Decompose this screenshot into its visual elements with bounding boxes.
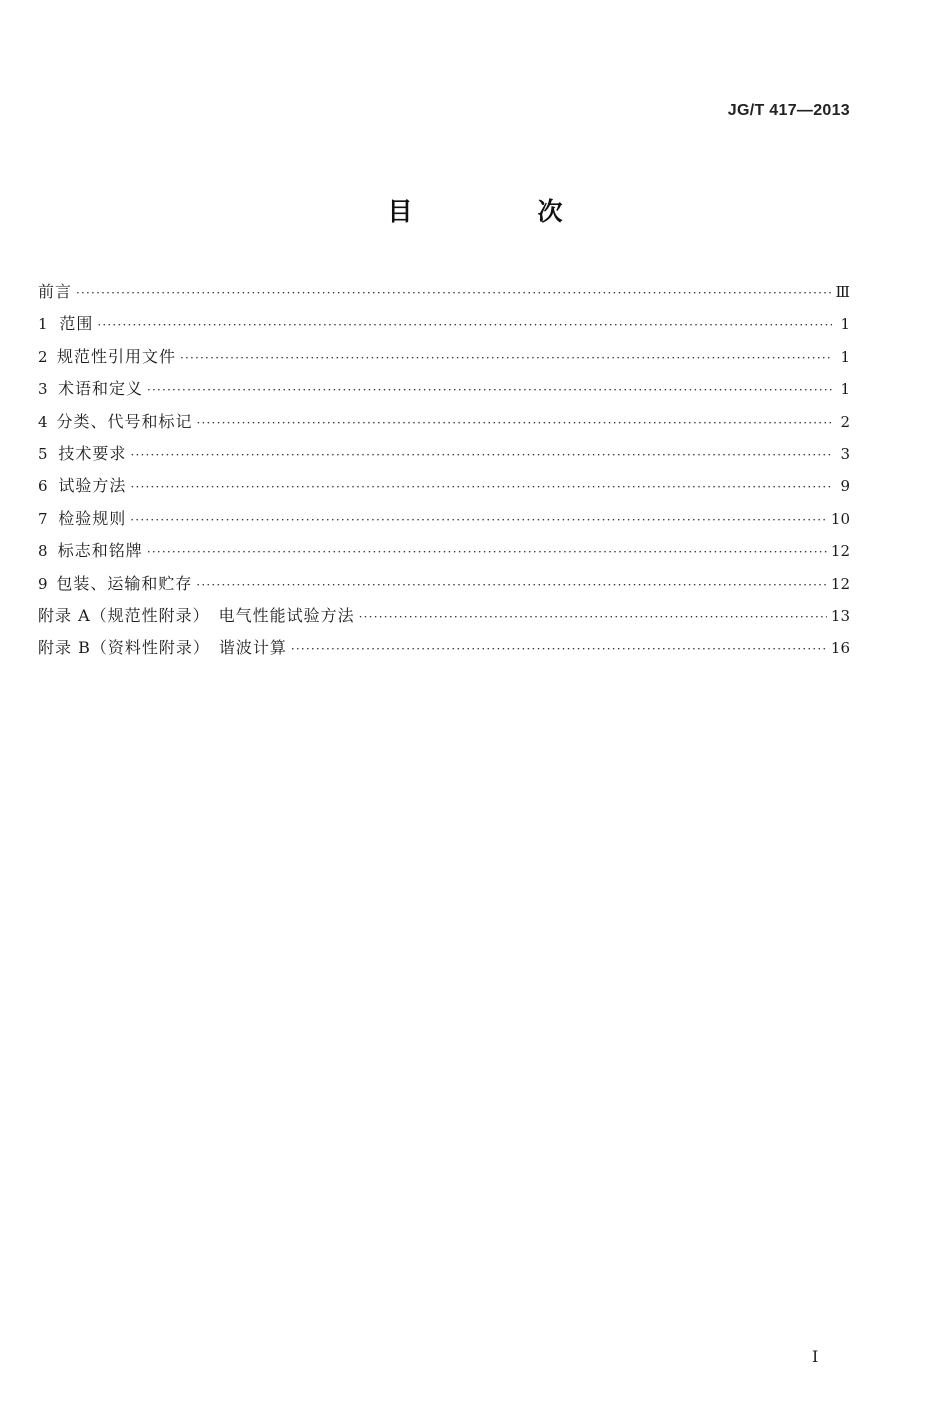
toc-leader-dots [97,309,832,341]
toc-entry-number: 5 [38,444,48,463]
toc-entry-technical-requirements[interactable] [38,438,850,470]
page-number: I [812,1347,819,1366]
table-of-contents [38,276,850,665]
toc-entry-page: 16 [830,639,850,658]
toc-entry-test-methods[interactable] [38,470,850,502]
toc-leader-dots [291,633,827,665]
toc-entry-page: 12 [830,542,850,561]
toc-entry-scope[interactable] [38,308,850,340]
toc-entry-page: 13 [830,606,850,625]
toc-entry-label: 标志和铭牌 [57,541,143,561]
toc-entry-normative-references[interactable] [38,341,850,373]
toc-entry-page: 1 [840,347,850,366]
standard-number: JG/T 417—2013 [727,102,850,119]
toc-leader-dots [76,277,832,309]
toc-leader-dots [130,504,827,536]
toc-entry-packaging-transport-storage[interactable] [38,568,850,600]
toc-leader-dots [197,407,832,439]
toc-entry-page: 12 [830,574,850,593]
toc-leader-dots [359,601,827,633]
toc-entry-number: 9 [38,574,48,593]
toc-entry-marking-nameplate[interactable] [38,535,850,567]
toc-entry-page: 3 [840,444,850,463]
toc-entry-number: 6 [38,477,48,496]
toc-entry-page: 10 [830,509,850,528]
toc-entry-page: 9 [840,477,850,496]
toc-entry-page: 1 [840,380,850,399]
toc-entry-label: 附录 A（规范性附录） 电气性能试验方法 [38,605,355,625]
toc-entry-inspection-rules[interactable] [38,503,850,535]
toc-entry-page: 1 [840,315,850,334]
toc-entry-classification[interactable] [38,406,850,438]
toc-entry-label: 规范性引用文件 [56,346,176,366]
toc-leader-dots [130,439,832,471]
toc-entry-label: 前言 [38,282,73,301]
toc-entry-number: 8 [38,542,48,561]
toc-entry-number: 7 [38,509,48,528]
toc-entry-label: 分类、代号和标记 [56,411,193,431]
toc-entry-foreword[interactable] [38,276,850,308]
toc-entry-label: 检验规则 [58,508,127,528]
toc-entry-number: 2 [38,347,48,366]
toc-entry-page: 2 [840,412,850,431]
toc-entry-label: 试验方法 [58,476,127,496]
toc-entry-annex-a[interactable] [38,600,850,632]
toc-leader-dots [196,569,827,601]
toc-leader-dots [147,536,827,568]
toc-entry-label: 技术要求 [58,443,127,463]
toc-entry-label: 范围 [59,314,94,334]
toc-title: 目 次 [387,197,613,226]
toc-entry-number: 3 [38,380,48,399]
toc-entry-number: 4 [38,412,48,431]
toc-entry-label: 术语和定义 [57,379,143,399]
toc-leader-dots [180,342,832,374]
toc-entry-annex-b[interactable] [38,632,850,664]
toc-leader-dots [147,374,832,406]
toc-entry-number: 1 [38,315,48,334]
toc-entry-label: 附录 B（资料性附录） 谐波计算 [38,638,287,658]
toc-leader-dots [130,471,832,503]
toc-entry-terms-definitions[interactable] [38,373,850,405]
toc-entry-label: 包装、运输和贮存 [56,573,193,593]
toc-entry-page: Ⅲ [835,283,850,301]
